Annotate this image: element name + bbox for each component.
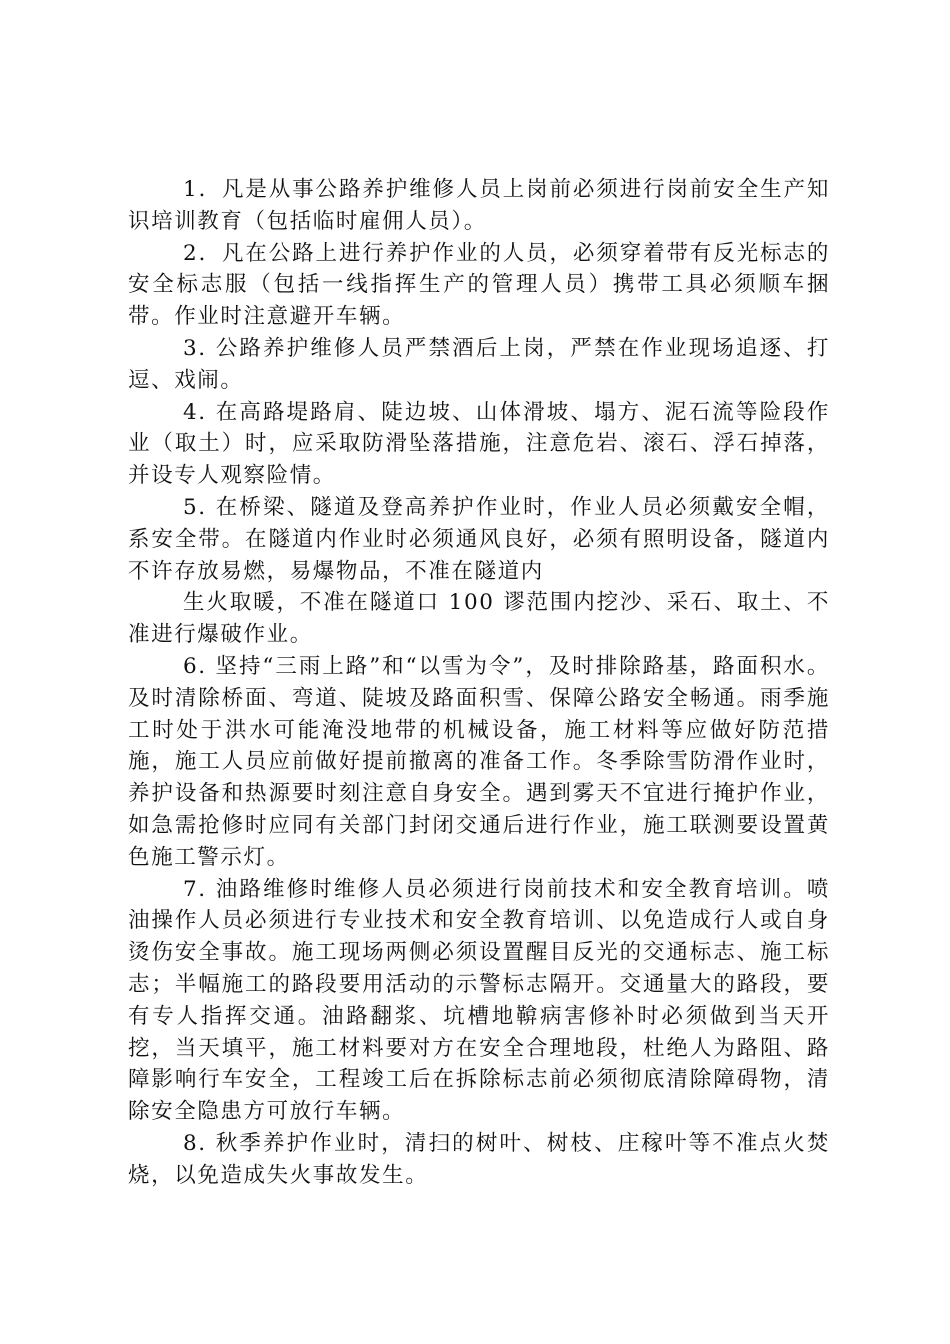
paragraph-5: 5. 在桥梁、隧道及登高养护作业时，作业人员必须戴安全帽，系安全带。在隧道内作业时必须通风良好，必须有照明设备，隧道内不许存放易燃，易爆物品，不准在隧道内 [128,494,830,584]
paragraph-6: 6. 坚持“三雨上路”和“以雪为令”，及时排除路基，路面积水。及时清除桥面、弯道、陡坡及路面积雪、保障公路安全畅通。雨季施工时处于洪水可能淹没地带的机械设备，施工材料等应做好防范措施，施工人员应前做好提前撤离的准备工作。冬季除雪防滑作业时，养护设备和热源要时刻注意自身安全。遇到雾天不宜进行掩护作业，如急需抢修时应同有关部门封闭交通后进行作业，施工联测要设置黄色施工警示灯。 [128,653,830,870]
paragraph-5-continued: 生火取暖，不准在隧道口 100 谬范围内挖沙、采石、取土、不准进行爆破作业。 [128,590,830,648]
paragraph-1: 1．凡是从事公路养护维修人员上岗前必须进行岗前安全生产知识培训教育（包括临时雇佣人员）。 [128,177,830,234]
paragraph-3: 3. 公路养护维修人员严禁酒后上岗，严禁在作业现场追逐、打逗、戏闹。 [128,335,830,393]
document-body [128,174,830,1192]
paragraph-8: 8. 秋季养护作业时，清扫的树叶、树枝、庄稼叶等不准点火焚烧，以免造成失火事故发生。 [128,1130,830,1188]
paragraph-2: 2．凡在公路上进行养护作业的人员，必须穿着带有反光标志的安全标志服（包括一线指挥生产的管理人员）携带工具必须顺车捆带。作业时注意避开车辆。 [128,240,830,330]
paragraph-7: 7. 油路维修时维修人员必须进行岗前技术和安全教育培训。喷油操作人员必须进行专业技术和安全教育培训、以免造成行人或自身烫伤安全事故。施工现场两侧必须设置醒目反光的交通标志、施工标志；半幅施工的路段要用活动的示警标志隔开。交通量大的路段，要有专人指挥交通。油路翻浆、坑槽地鞥病害修补时必须做到当天开挖，当天填平，施工材料要对方在安全合理地段，杜绝人为路阻、路障影响行车安全，工程竣工后在拆除标志前必须彻底清除障碍物，清除安全隐患方可放行车辆。 [128,876,830,1125]
paragraph-4: 4. 在高路堤路肩、陡边坡、山体滑坡、塌方、泥石流等险段作业（取土）时，应采取防滑坠落措施，注意危岩、滚石、浮石掉落，并设专人观察险情。 [128,399,830,489]
